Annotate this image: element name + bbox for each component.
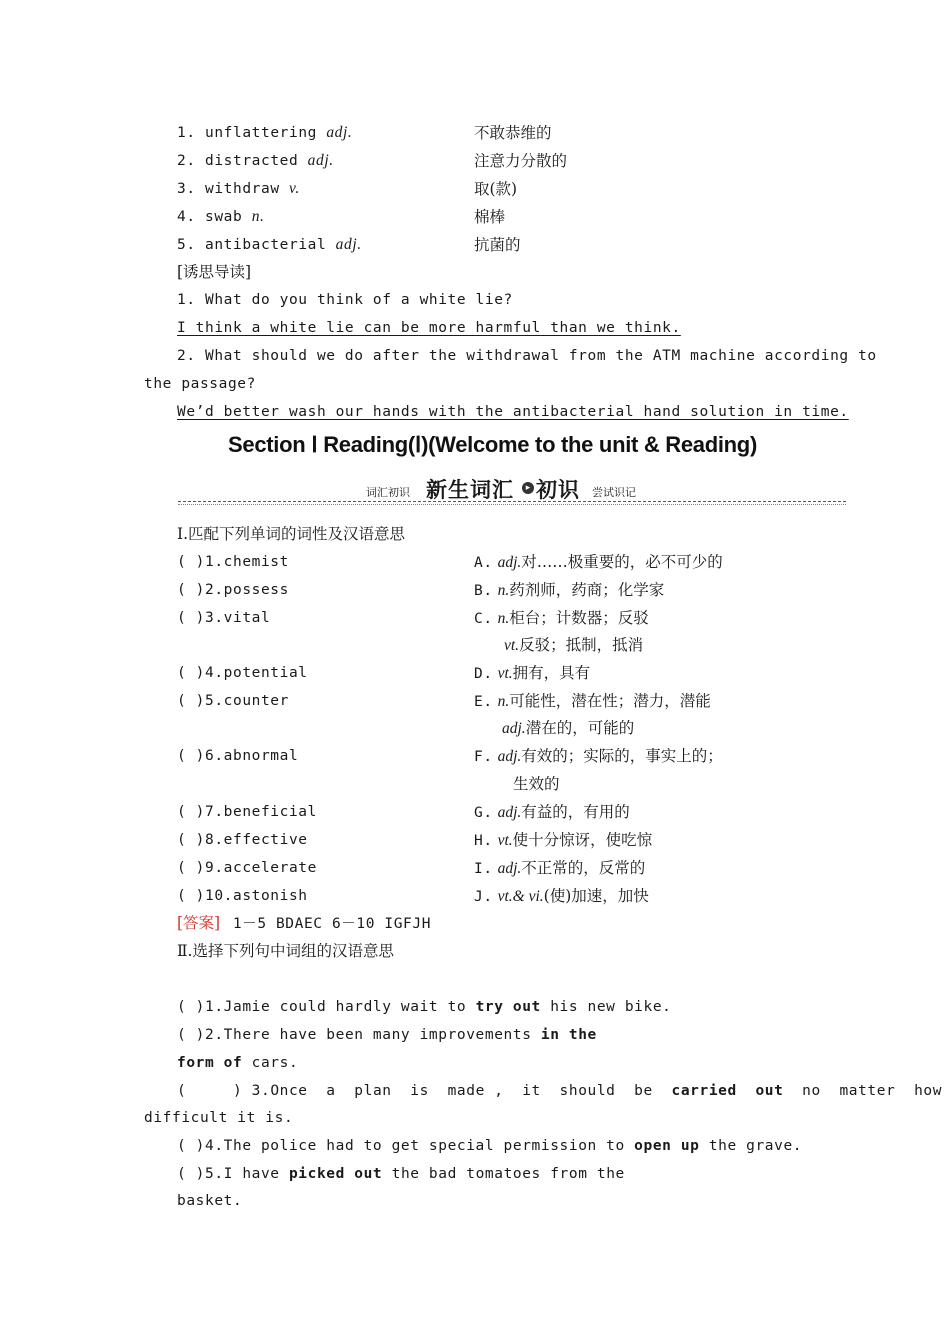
match-word-row bbox=[177, 746, 298, 766]
vocab-word: unflattering bbox=[205, 125, 317, 141]
answer-blank: ( ) bbox=[177, 610, 205, 626]
guide-heading: [诱思导读] bbox=[177, 263, 252, 281]
match-word-row bbox=[177, 691, 289, 711]
answer-label: [答案] bbox=[177, 914, 221, 932]
vocab-meaning: 注意力分散的 bbox=[474, 152, 568, 170]
answer-blank: ( ) bbox=[177, 804, 205, 820]
vocab-word: swab bbox=[205, 209, 243, 225]
match-option: E. n.可能性，潜在性；潜力，潜能 bbox=[474, 692, 711, 710]
match-word-row bbox=[177, 663, 308, 683]
vocab-item bbox=[177, 235, 362, 255]
vocab-item bbox=[177, 207, 265, 227]
sentence-item-cont: basket. bbox=[177, 1193, 243, 1209]
sentence-item-cont: form of cars. bbox=[177, 1055, 299, 1071]
phrase: in the bbox=[540, 1027, 597, 1043]
sentence-item: ( )4.The police had to get special permission to open up the grave. bbox=[177, 1138, 803, 1154]
answer-blank: ( ) bbox=[177, 665, 205, 681]
vocab-meaning: 不敢恭维的 bbox=[474, 124, 552, 142]
phrase: try out bbox=[475, 999, 541, 1015]
match-option: J. vt.& vi.(使)加速，加快 bbox=[474, 887, 649, 905]
match-word: 5.counter bbox=[205, 693, 289, 709]
divider bbox=[178, 504, 846, 505]
match-option: B. n.药剂师，药商；化学家 bbox=[474, 581, 665, 599]
vocab-num: 5. bbox=[177, 237, 196, 253]
match-word: 1.chemist bbox=[205, 554, 289, 570]
vocab-meaning: 棉棒 bbox=[474, 208, 506, 226]
vocab-meaning: 抗菌的 bbox=[474, 236, 521, 254]
guide-question: 1. What do you think of a white lie? bbox=[177, 292, 513, 308]
answer-blank: ( ) bbox=[177, 999, 205, 1015]
part2-heading: Ⅱ.选择下列句中词组的汉语意思 bbox=[177, 942, 394, 960]
match-word: 10.astonish bbox=[205, 888, 308, 904]
answer-blank: ( ) bbox=[177, 1027, 205, 1043]
answer-blank: ( ) bbox=[177, 1083, 243, 1099]
match-word-row bbox=[177, 802, 317, 822]
match-option: G. adj.有益的，有用的 bbox=[474, 803, 630, 821]
match-word-row bbox=[177, 580, 289, 600]
match-option: C. n.柜台；计数器；反驳 bbox=[474, 609, 649, 627]
vocab-word: distracted bbox=[205, 153, 299, 169]
match-option: A. adj.对……极重要的，必不可少的 bbox=[474, 553, 723, 571]
answer-blank: ( ) bbox=[177, 693, 205, 709]
vocab-pos: adj. bbox=[307, 152, 334, 169]
answer-text: 1－5 BDAEC 6－10 IGFJH bbox=[232, 916, 432, 932]
vocab-num: 3. bbox=[177, 181, 196, 197]
guide-question-cont: the passage? bbox=[144, 376, 256, 392]
vocab-pos: adj. bbox=[326, 124, 353, 141]
guide-answer: We’d better wash our hands with the antibacterial hand solution in time. bbox=[177, 404, 849, 420]
vocab-item bbox=[177, 123, 352, 143]
guide-question: 2. What should we do after the withdrawal from the ATM machine according to bbox=[177, 348, 877, 364]
match-option: I. adj.不正常的，反常的 bbox=[474, 859, 646, 877]
match-option-cont: 生效的 bbox=[513, 775, 560, 793]
match-word: 2.possess bbox=[205, 582, 289, 598]
match-word: 7.beneficial bbox=[205, 804, 317, 820]
sentence-item: ( ) 3.Once a plan is made , it should be carried out no matter how bbox=[177, 1083, 943, 1099]
phrase: carried out bbox=[671, 1083, 784, 1099]
arrow-right-icon: ▸ bbox=[522, 482, 534, 494]
answer-blank: ( ) bbox=[177, 1166, 205, 1182]
match-word: 6.abnormal bbox=[205, 748, 299, 764]
phrase: form of bbox=[177, 1055, 243, 1071]
section-title: Section Ⅰ Reading(Ⅰ)(Welcome to the unit & Reading) bbox=[228, 432, 757, 457]
vocab-num: 1. bbox=[177, 125, 196, 141]
match-option-cont: vt.反驳；抵制，抵消 bbox=[504, 636, 644, 654]
banner-left-label: 词汇初识 bbox=[366, 486, 410, 499]
sentence-item: ( )5.I have picked out the bad tomatoes from the bbox=[177, 1166, 625, 1182]
phrase: open up bbox=[634, 1138, 700, 1154]
divider bbox=[178, 501, 846, 502]
sentence-item-cont: difficult it is. bbox=[144, 1110, 294, 1126]
answer-blank: ( ) bbox=[177, 554, 205, 570]
vocab-pos: v. bbox=[289, 180, 300, 197]
sentence-item: ( )1.Jamie could hardly wait to try out his new bike. bbox=[177, 999, 672, 1015]
vocab-num: 4. bbox=[177, 209, 196, 225]
match-word-row bbox=[177, 608, 270, 628]
vocab-word: antibacterial bbox=[205, 237, 327, 253]
match-word-row bbox=[177, 886, 308, 906]
match-word: 8.effective bbox=[205, 832, 308, 848]
match-word: 9.accelerate bbox=[205, 860, 317, 876]
section-banner bbox=[178, 472, 846, 504]
answer-blank: ( ) bbox=[177, 860, 205, 876]
match-option: D. vt.拥有，具有 bbox=[474, 664, 591, 682]
vocab-meaning: 取(款) bbox=[474, 180, 518, 198]
banner-title-a: 新生词汇 bbox=[426, 478, 514, 502]
answer-blank: ( ) bbox=[177, 748, 205, 764]
banner-right-label: 尝试识记 bbox=[592, 486, 636, 499]
vocab-item bbox=[177, 179, 300, 199]
vocab-pos: adj. bbox=[335, 236, 362, 253]
answer-blank: ( ) bbox=[177, 832, 205, 848]
vocab-word: withdraw bbox=[205, 181, 280, 197]
vocab-num: 2. bbox=[177, 153, 196, 169]
part1-heading: Ⅰ.匹配下列单词的词性及汉语意思 bbox=[177, 525, 406, 543]
answer-line bbox=[177, 913, 431, 934]
guide-answer: I think a white lie can be more harmful than we think. bbox=[177, 320, 681, 336]
answer-blank: ( ) bbox=[177, 582, 205, 598]
match-option: H. vt.使十分惊讶，使吃惊 bbox=[474, 831, 653, 849]
match-word-row bbox=[177, 552, 289, 572]
match-word: 3.vital bbox=[205, 610, 271, 626]
match-word: 4.potential bbox=[205, 665, 308, 681]
answer-blank: ( ) bbox=[177, 888, 205, 904]
banner-title-b: 初识 bbox=[536, 478, 580, 502]
phrase: picked out bbox=[288, 1166, 383, 1182]
answer-blank: ( ) bbox=[177, 1138, 205, 1154]
match-option-cont: adj.潜在的，可能的 bbox=[502, 719, 635, 737]
match-word-row bbox=[177, 858, 317, 878]
match-word-row bbox=[177, 830, 308, 850]
match-option: F. adj.有效的；实际的，事实上的； bbox=[474, 747, 723, 765]
vocab-item bbox=[177, 151, 334, 171]
vocab-pos: n. bbox=[251, 208, 265, 225]
sentence-item: ( )2.There have been many improvements in the bbox=[177, 1027, 597, 1043]
